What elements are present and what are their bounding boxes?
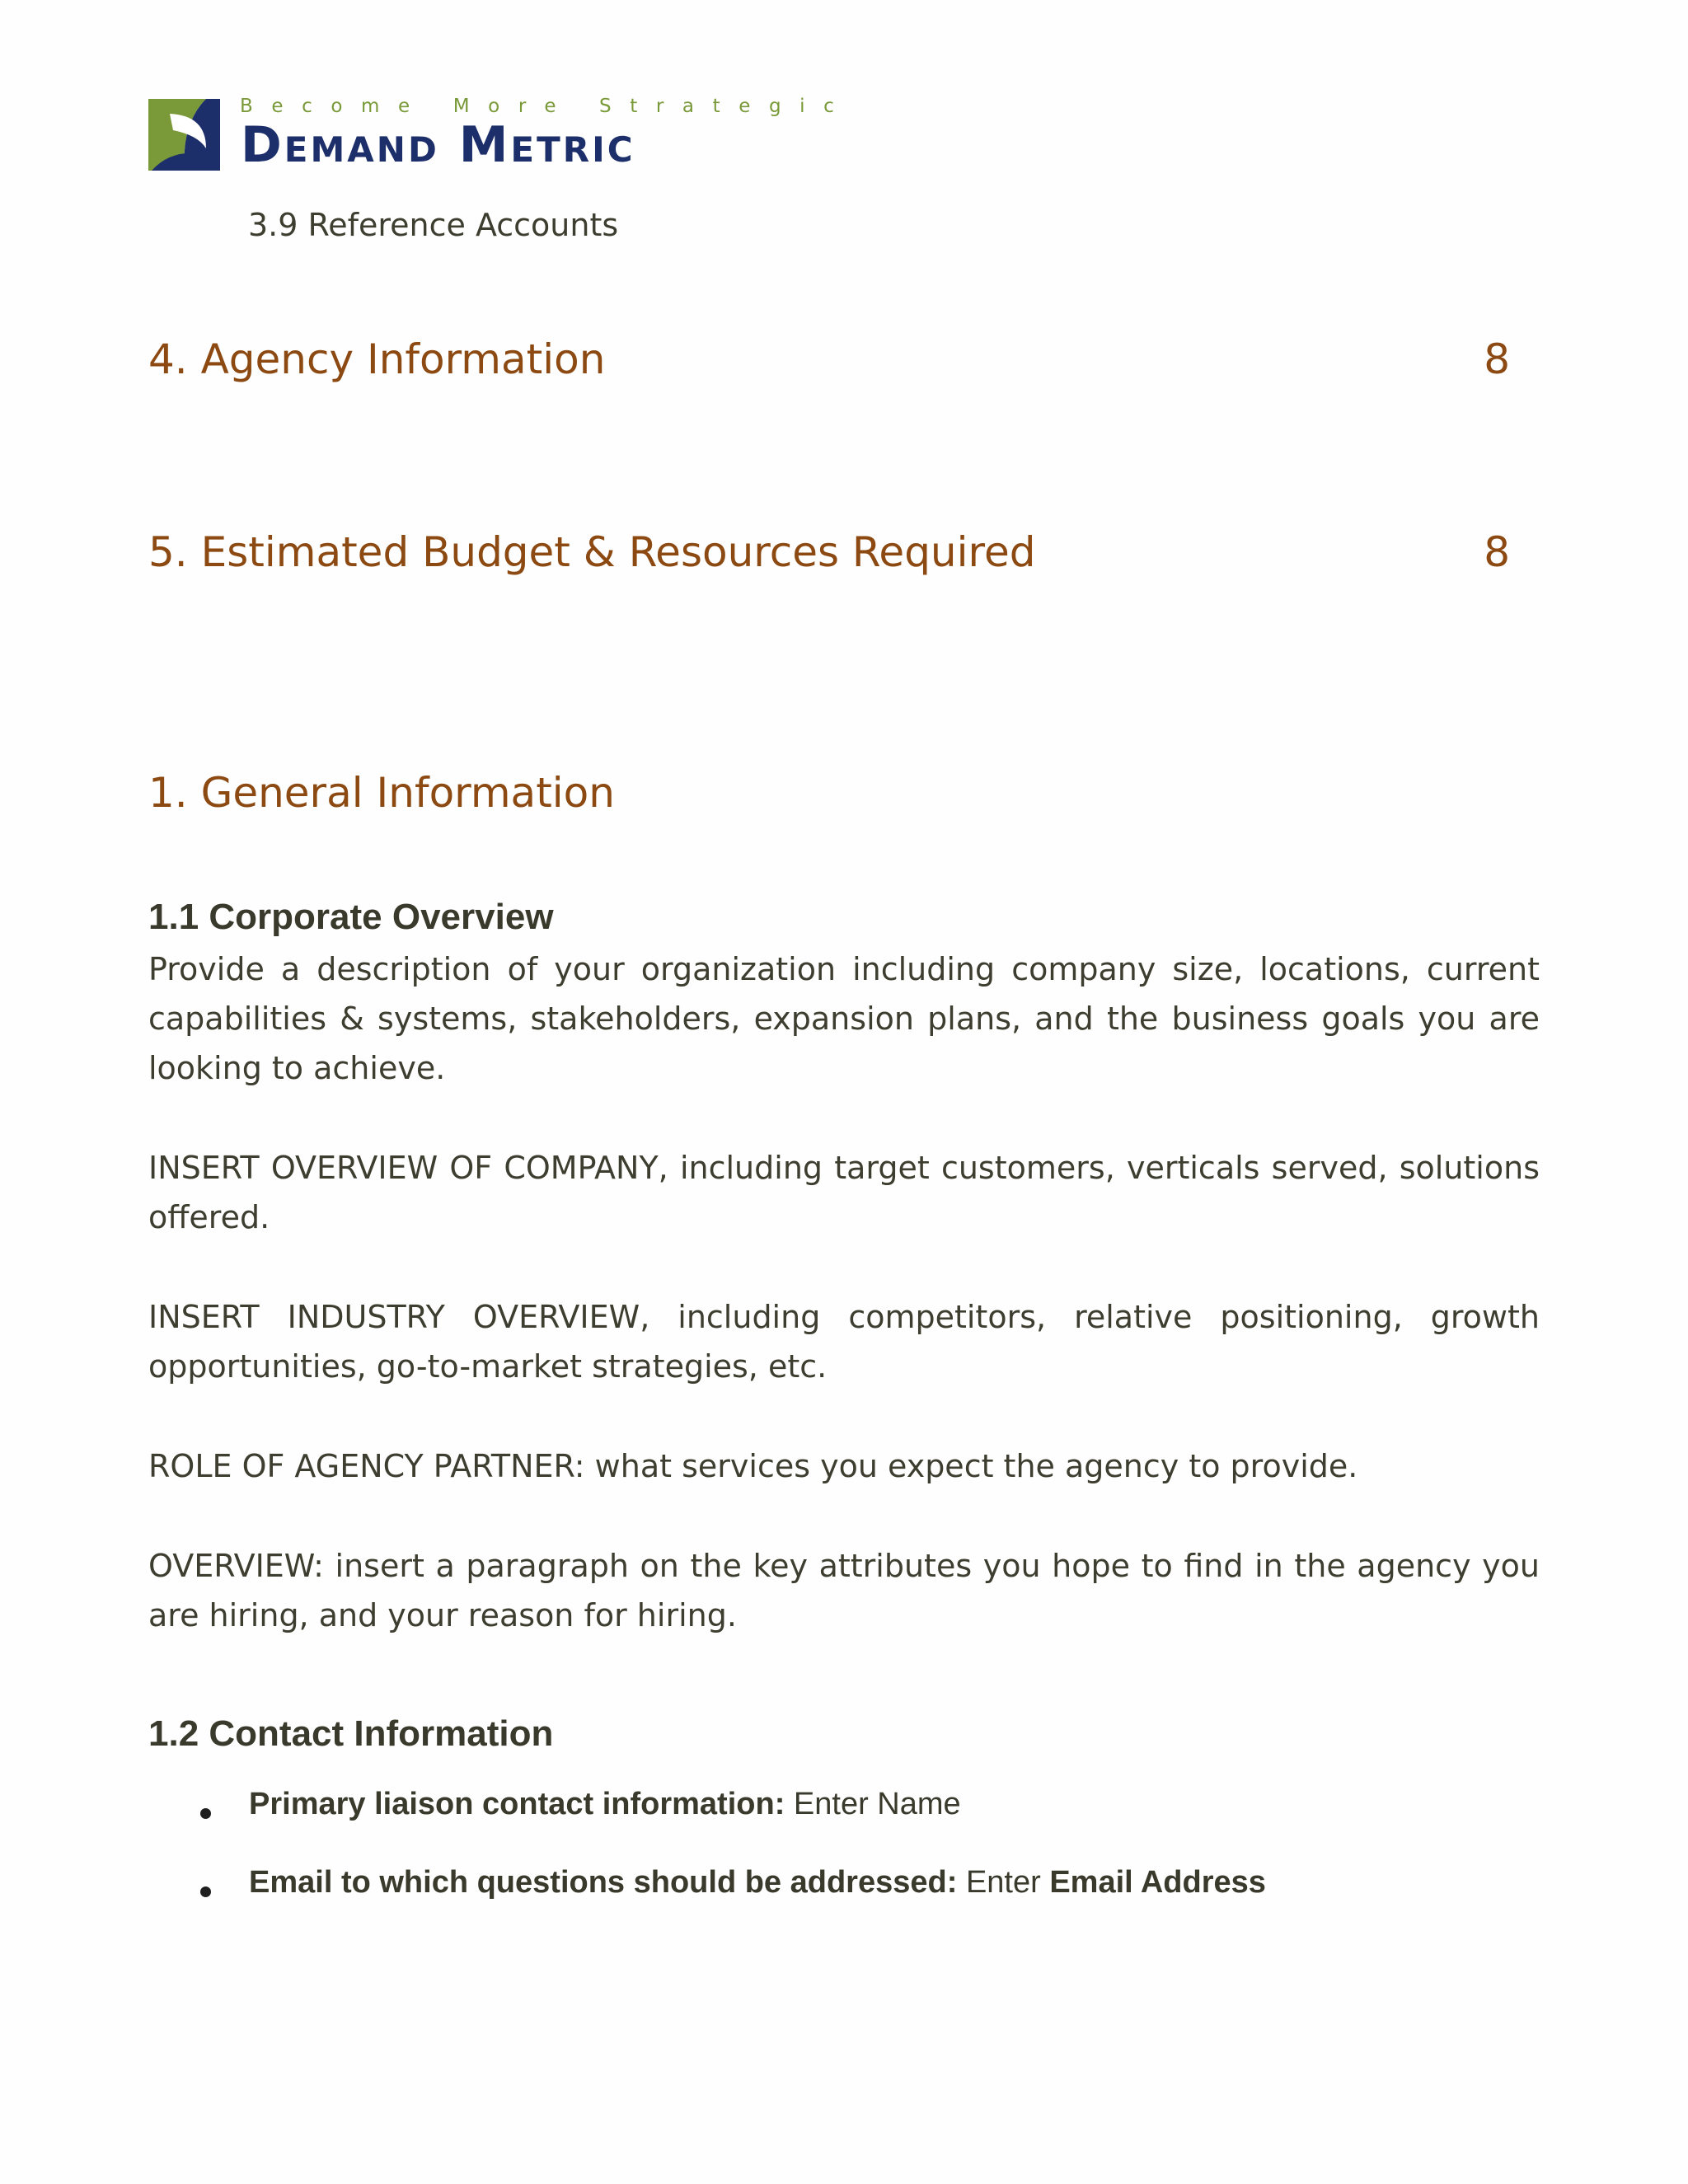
contact-information-list bbox=[198, 1787, 1266, 1943]
demand-metric-logo bbox=[148, 96, 853, 174]
logo-name: Demand Metric bbox=[241, 116, 635, 174]
paragraph-company-overview: INSERT OVERVIEW OF COMPANY, including target customers, verticals served, solutions offered. bbox=[148, 1150, 1540, 1235]
enter-placeholder[interactable]: Enter bbox=[965, 1865, 1041, 1900]
demand-metric-logo-mark-icon bbox=[148, 99, 220, 171]
email-address-placeholder[interactable]: Email Address bbox=[1049, 1865, 1266, 1900]
list-item-label: Email to which questions should be addressed: bbox=[249, 1865, 958, 1900]
paragraph-industry-overview: INSERT INDUSTRY OVERVIEW, including competitors, relative positioning, growth opportunities, go-to-market strategies, etc. bbox=[148, 1299, 1540, 1385]
enter-name-placeholder[interactable]: Enter Name bbox=[793, 1787, 961, 1821]
logo-tagline: Become More Strategic bbox=[240, 96, 853, 117]
paragraph-overview-attributes: OVERVIEW: insert a paragraph on the key attributes you hope to find in the agency you are hiring, and your reason for hiring. bbox=[148, 1548, 1540, 1633]
list-item-primary-liaison bbox=[198, 1787, 1266, 1865]
subheading-corporate-overview: 1.1 Corporate Overview bbox=[148, 897, 554, 937]
paragraph-agency-role: ROLE OF AGENCY PARTNER: what services you expect the agency to provide. bbox=[148, 1448, 1358, 1484]
toc-entry-estimated-budget[interactable] bbox=[148, 528, 1510, 576]
section-heading-general-information: 1. General Information bbox=[148, 769, 615, 817]
toc-entry-page-number: 8 bbox=[1484, 528, 1510, 576]
list-item-label: Primary liaison contact information: bbox=[249, 1787, 785, 1821]
toc-entry-label: 5. Estimated Budget & Resources Required bbox=[148, 528, 1036, 576]
toc-subentry[interactable]: 3.9 Reference Accounts bbox=[248, 207, 619, 243]
toc-entry-page-number: 8 bbox=[1484, 335, 1510, 383]
toc-entry-label: 4. Agency Information bbox=[148, 335, 606, 383]
toc-entry-agency-information[interactable] bbox=[148, 335, 1510, 383]
subheading-contact-information: 1.2 Contact Information bbox=[148, 1713, 554, 1754]
paragraph-description: Provide a description of your organization including company size, locations, current capabilities & systems, stakeholders, expansion plans, and the business goals you are looking to achieve. bbox=[148, 951, 1540, 1086]
list-item-questions-email bbox=[198, 1865, 1266, 1943]
